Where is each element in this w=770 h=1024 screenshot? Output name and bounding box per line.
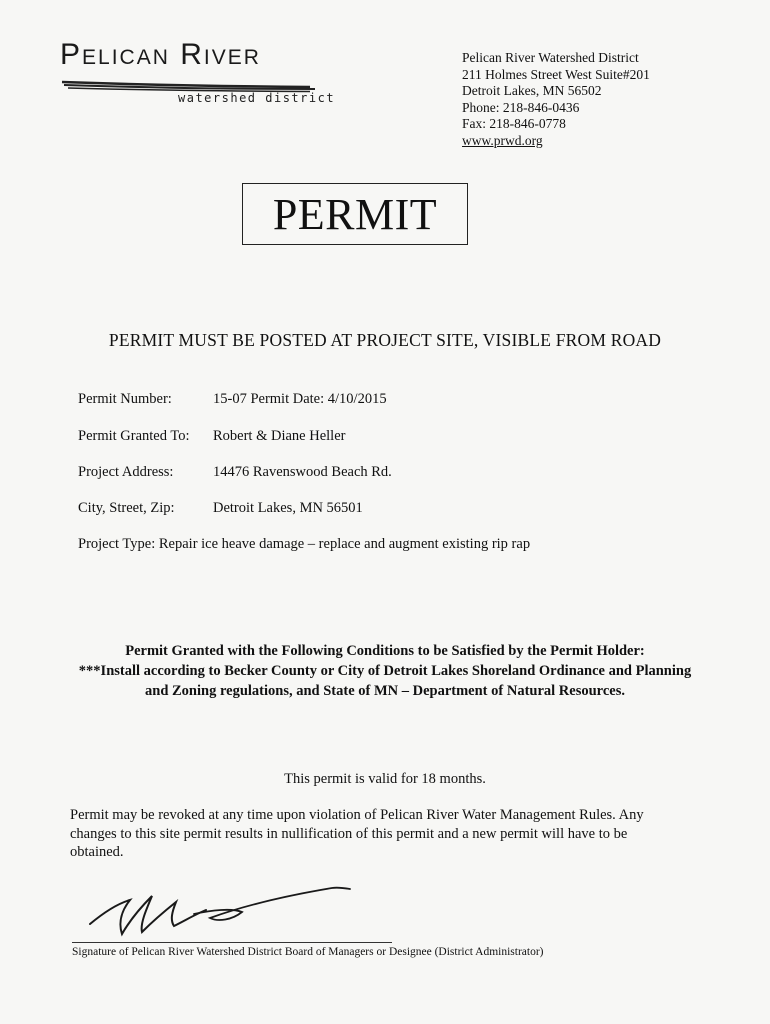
address-phone: Phone: 218-846-0436 (462, 99, 580, 115)
signature-line (72, 942, 392, 943)
granted-to-label: Permit Granted To: (78, 428, 190, 444)
permit-title-box (242, 183, 468, 245)
validity-statement: This permit is valid for 18 months. (284, 771, 486, 787)
address-city: Detroit Lakes, MN 56502 (462, 83, 602, 98)
project-type-text: Project Type: Repair ice heave damage – replace and augment existing rip rap (78, 536, 531, 552)
permit-conditions (0, 641, 770, 701)
project-address-row (78, 464, 392, 481)
posting-notice: PERMIT MUST BE POSTED AT PROJECT SITE, VISIBLE FROM ROAD (108, 330, 662, 350)
revocation-paragraph (70, 806, 710, 862)
conditions-line: ***Install according to Becker County or City of Detroit Lakes Shoreland Ordinance and Planning (78, 663, 692, 679)
revocation-line: changes to this site permit results in nullification of this permit and a new permit will have to be (70, 825, 628, 842)
city-zip-row (78, 500, 363, 517)
logo-title: Pelican River (60, 38, 261, 71)
permit-number-label: Permit Number: (78, 391, 172, 407)
permit-number-value: 15-07 Permit Date: 4/10/2015 (213, 391, 387, 407)
city-zip-label: City, Street, Zip: (78, 500, 175, 516)
address-fax: Fax: 218-846-0778 (462, 116, 566, 131)
handwritten-signature (82, 880, 362, 940)
permit-number-row (78, 391, 387, 408)
address-org: Pelican River Watershed District (462, 50, 639, 65)
district-address-block (462, 50, 650, 149)
project-type-row (78, 536, 530, 553)
address-website-link[interactable]: www.prwd.org (462, 132, 543, 148)
address-street: 211 Holmes Street West Suite#201 (462, 66, 650, 82)
revocation-line: obtained. (70, 844, 124, 860)
district-logo (60, 38, 336, 118)
signature-caption: Signature of Pelican River Watershed District Board of Managers or Designee (District Administrator) (72, 946, 544, 958)
project-address-value: 14476 Ravenswood Beach Rd. (213, 464, 392, 480)
permit-title: PERMIT (272, 189, 438, 239)
revocation-line: Permit may be revoked at any time upon violation of Pelican River Water Management Rules. Any (70, 807, 644, 823)
conditions-line: Permit Granted with the Following Conditions to be Satisfied by the Permit Holder: (125, 643, 645, 659)
city-zip-value: Detroit Lakes, MN 56501 (213, 500, 363, 516)
project-address-label: Project Address: (78, 464, 174, 480)
granted-to-row (78, 428, 346, 445)
logo-subtitle: watershed district (178, 91, 336, 105)
conditions-line: and Zoning regulations, and State of MN – Department of Natural Resources. (145, 683, 625, 699)
granted-to-value: Robert & Diane Heller (213, 428, 346, 444)
